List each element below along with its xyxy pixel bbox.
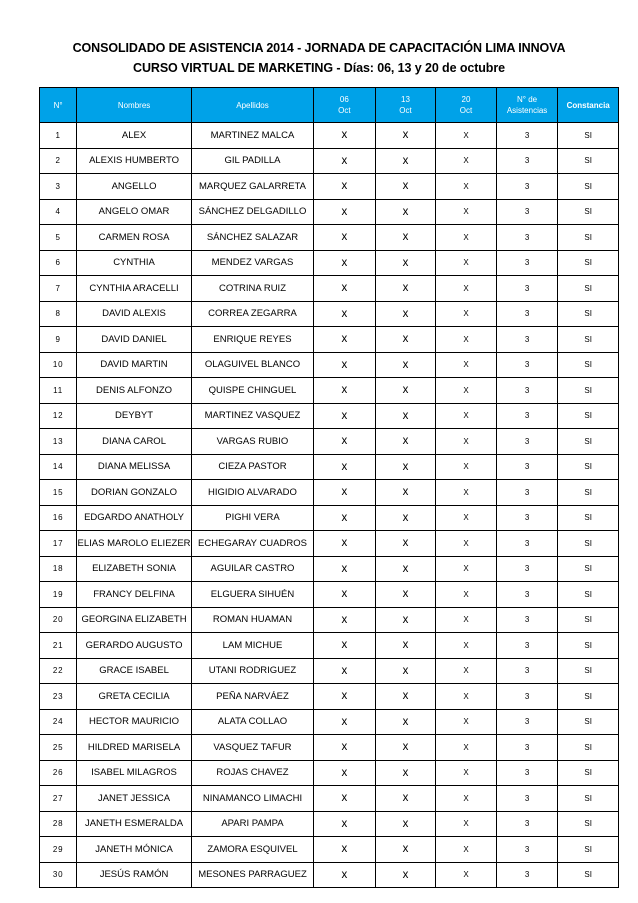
cell-num: 19 [40,582,77,608]
cell-d3: X [436,633,497,659]
cell-d3: X [436,403,497,429]
cell-nombres: DENIS ALFONZO [77,378,192,404]
cell-constancia: SI [558,811,619,837]
cell-constancia: SI [558,505,619,531]
cell-nombres: DORIAN GONZALO [77,480,192,506]
cell-asistencias: 3 [496,301,558,327]
cell-d3: X [436,862,497,888]
header-nombres: Nombres [77,88,192,123]
cell-nombres: HECTOR MAURICIO [77,709,192,735]
cell-nombres: HILDRED MARISELA [77,735,192,761]
cell-asistencias: 3 [496,225,558,251]
table-row [40,684,619,710]
cell-nombres: DEYBYT [77,403,192,429]
cell-d2: x [375,327,436,353]
cell-nombres: DAVID DANIEL [77,327,192,353]
cell-d1: x [314,531,376,557]
table-header [40,88,619,123]
cell-constancia: SI [558,607,619,633]
cell-apellidos: ENRIQUE REYES [191,327,313,353]
cell-d1: x [314,709,376,735]
cell-asistencias: 3 [496,276,558,302]
cell-d2: x [375,505,436,531]
cell-num: 23 [40,684,77,710]
cell-d3: X [436,811,497,837]
header-day-2 [375,88,436,123]
table-body [40,123,619,888]
cell-constancia: SI [558,633,619,659]
cell-constancia: SI [558,429,619,455]
cell-d3: X [436,658,497,684]
cell-d2: x [375,684,436,710]
cell-d2: x [375,786,436,812]
cell-asistencias: 3 [496,454,558,480]
cell-num: 16 [40,505,77,531]
table-row [40,607,619,633]
cell-apellidos: MARTINEZ VASQUEZ [191,403,313,429]
cell-d3: X [436,301,497,327]
cell-asistencias: 3 [496,378,558,404]
cell-asistencias: 3 [496,633,558,659]
cell-nombres: DAVID ALEXIS [77,301,192,327]
cell-asistencias: 3 [496,862,558,888]
cell-num: 7 [40,276,77,302]
cell-nombres: ALEXIS HUMBERTO [77,148,192,174]
cell-nombres: JANETH MÓNICA [77,837,192,863]
cell-d3: X [436,760,497,786]
cell-d1: x [314,633,376,659]
cell-d1: x [314,786,376,812]
cell-d3: X [436,735,497,761]
cell-d2: x [375,658,436,684]
cell-num: 17 [40,531,77,557]
cell-nombres: FRANCY DELFINA [77,582,192,608]
cell-apellidos: COTRINA RUIZ [191,276,313,302]
cell-apellidos: SÁNCHEZ SALAZAR [191,225,313,251]
cell-constancia: SI [558,684,619,710]
cell-d3: X [436,378,497,404]
cell-asistencias: 3 [496,607,558,633]
cell-asistencias: 3 [496,709,558,735]
table-row [40,378,619,404]
cell-d2: x [375,607,436,633]
cell-asistencias: 3 [496,429,558,455]
cell-num: 21 [40,633,77,659]
cell-d3: X [436,148,497,174]
table-row [40,658,619,684]
cell-d1: x [314,378,376,404]
cell-apellidos: GIL PADILLA [191,148,313,174]
cell-d1: x [314,174,376,200]
cell-num: 22 [40,658,77,684]
cell-nombres: DIANA MELISSA [77,454,192,480]
cell-num: 1 [40,123,77,149]
table-row [40,123,619,149]
cell-constancia: SI [558,786,619,812]
header-asistencias [496,88,558,123]
cell-constancia: SI [558,123,619,149]
cell-d2: x [375,301,436,327]
table-row [40,709,619,735]
table-row [40,327,619,353]
cell-apellidos: ZAMORA ESQUIVEL [191,837,313,863]
table-row [40,862,619,888]
cell-constancia: SI [558,327,619,353]
cell-d1: x [314,582,376,608]
cell-d2: x [375,582,436,608]
document-subtitle: CURSO VIRTUAL DE MARKETING - Días: 06, 13 y 20 de octubre [133,61,505,75]
cell-d1: x [314,505,376,531]
cell-constancia: SI [558,582,619,608]
cell-apellidos: SÁNCHEZ DELGADILLO [191,199,313,225]
cell-nombres: JANETH ESMERALDA [77,811,192,837]
cell-d2: x [375,429,436,455]
cell-nombres: ISABEL MILAGROS [77,760,192,786]
cell-asistencias: 3 [496,658,558,684]
table-row [40,531,619,557]
header-day-1-day: 06 [339,95,349,104]
cell-nombres: GEORGINA ELIZABETH [77,607,192,633]
cell-d3: X [436,199,497,225]
cell-constancia: SI [558,148,619,174]
table-row [40,582,619,608]
cell-d2: x [375,378,436,404]
cell-d2: x [375,199,436,225]
cell-d3: X [436,505,497,531]
cell-d1: x [314,480,376,506]
cell-d2: x [375,837,436,863]
table-row [40,786,619,812]
cell-d2: x [375,352,436,378]
cell-nombres: GRETA CECILIA [77,684,192,710]
cell-num: 29 [40,837,77,863]
cell-d3: X [436,327,497,353]
header-asistencias-line2: Asistencias [506,106,548,115]
cell-num: 18 [40,556,77,582]
cell-num: 30 [40,862,77,888]
table-row [40,480,619,506]
cell-constancia: SI [558,225,619,251]
cell-d1: x [314,148,376,174]
cell-apellidos: MARQUEZ GALARRETA [191,174,313,200]
cell-apellidos: UTANI RODRIGUEZ [191,658,313,684]
cell-num: 27 [40,786,77,812]
table-row [40,352,619,378]
header-asistencias-line1: N° de [517,95,538,104]
cell-asistencias: 3 [496,837,558,863]
table-row [40,174,619,200]
cell-d2: x [375,174,436,200]
cell-nombres: CYNTHIA ARACELLI [77,276,192,302]
cell-apellidos: VASQUEZ TAFUR [191,735,313,761]
cell-d1: x [314,250,376,276]
cell-d2: x [375,811,436,837]
cell-nombres: DIANA CAROL [77,429,192,455]
table-row [40,454,619,480]
cell-asistencias: 3 [496,148,558,174]
cell-d3: X [436,225,497,251]
cell-nombres: EDGARDO ANATHOLY [77,505,192,531]
cell-constancia: SI [558,658,619,684]
cell-asistencias: 3 [496,684,558,710]
table-row [40,505,619,531]
cell-asistencias: 3 [496,556,558,582]
table-row [40,301,619,327]
cell-d3: X [436,250,497,276]
cell-nombres: JANET JESSICA [77,786,192,812]
cell-d1: x [314,327,376,353]
cell-d2: x [375,250,436,276]
cell-asistencias: 3 [496,760,558,786]
cell-asistencias: 3 [496,786,558,812]
cell-d1: x [314,556,376,582]
cell-d3: X [436,531,497,557]
cell-apellidos: HIGIDIO ALVARADO [191,480,313,506]
cell-d3: X [436,174,497,200]
header-day-2-day: 13 [401,95,410,104]
cell-d1: x [314,276,376,302]
cell-num: 8 [40,301,77,327]
cell-constancia: SI [558,760,619,786]
cell-d2: x [375,633,436,659]
cell-apellidos: MARTINEZ MALCA [191,123,313,149]
cell-constancia: SI [558,174,619,200]
cell-apellidos: AGUILAR CASTRO [191,556,313,582]
cell-nombres: JESÚS RAMÓN [77,862,192,888]
cell-constancia: SI [558,378,619,404]
cell-asistencias: 3 [496,811,558,837]
cell-d2: x [375,403,436,429]
cell-d1: x [314,760,376,786]
table-row [40,148,619,174]
cell-d3: X [436,276,497,302]
cell-num: 24 [40,709,77,735]
cell-d3: X [436,837,497,863]
table-row [40,633,619,659]
cell-constancia: SI [558,301,619,327]
cell-nombres: ANGELO OMAR [77,199,192,225]
cell-num: 15 [40,480,77,506]
cell-d3: X [436,123,497,149]
cell-apellidos: ROJAS CHAVEZ [191,760,313,786]
cell-num: 2 [40,148,77,174]
cell-apellidos: APARI PAMPA [191,811,313,837]
cell-constancia: SI [558,480,619,506]
cell-asistencias: 3 [496,582,558,608]
cell-num: 25 [40,735,77,761]
attendance-table [39,87,619,888]
cell-num: 28 [40,811,77,837]
cell-nombres: GRACE ISABEL [77,658,192,684]
cell-d1: x [314,735,376,761]
cell-nombres: ELIAS MAROLO ELIEZER [77,531,192,557]
cell-num: 14 [40,454,77,480]
cell-nombres: ALEX [77,123,192,149]
cell-asistencias: 3 [496,480,558,506]
cell-constancia: SI [558,556,619,582]
header-apellidos: Apellidos [191,88,313,123]
cell-num: 13 [40,429,77,455]
cell-num: 12 [40,403,77,429]
cell-apellidos: CIEZA PASTOR [191,454,313,480]
cell-num: 11 [40,378,77,404]
cell-apellidos: PIGHI VERA [191,505,313,531]
cell-d3: X [436,607,497,633]
header-day-3-month: Oct [459,106,473,115]
cell-constancia: SI [558,735,619,761]
header-day-3 [436,88,497,123]
cell-d2: x [375,225,436,251]
cell-d3: X [436,582,497,608]
table-row [40,760,619,786]
table-row [40,276,619,302]
document-title: CONSOLIDADO DE ASISTENCIA 2014 - JORNADA DE CAPACITACIÓN LIMA INNOVA [72,41,566,55]
cell-apellidos: PEÑA NARVÁEZ [191,684,313,710]
cell-nombres: DAVID MARTIN [77,352,192,378]
cell-constancia: SI [558,250,619,276]
cell-d2: x [375,862,436,888]
cell-d3: X [436,684,497,710]
cell-num: 4 [40,199,77,225]
cell-d1: x [314,403,376,429]
cell-d2: x [375,276,436,302]
cell-d1: x [314,607,376,633]
cell-constancia: SI [558,837,619,863]
cell-apellidos: ECHEGARAY CUADROS [191,531,313,557]
cell-nombres: ELIZABETH SONIA [77,556,192,582]
cell-asistencias: 3 [496,531,558,557]
cell-d1: x [314,225,376,251]
cell-d1: x [314,837,376,863]
cell-d2: x [375,709,436,735]
cell-asistencias: 3 [496,123,558,149]
cell-nombres: CARMEN ROSA [77,225,192,251]
cell-num: 9 [40,327,77,353]
cell-apellidos: MENDEZ VARGAS [191,250,313,276]
table-row [40,735,619,761]
cell-num: 6 [40,250,77,276]
cell-apellidos: CORREA ZEGARRA [191,301,313,327]
cell-d2: x [375,556,436,582]
cell-d2: x [375,760,436,786]
table-row [40,250,619,276]
cell-apellidos: QUISPE CHINGUEL [191,378,313,404]
cell-constancia: SI [558,862,619,888]
header-day-1 [314,88,376,123]
cell-nombres: GERARDO AUGUSTO [77,633,192,659]
cell-d1: x [314,862,376,888]
header-day-3-day: 20 [461,95,471,104]
cell-constancia: SI [558,276,619,302]
header-row [40,88,619,123]
cell-d3: X [436,556,497,582]
cell-d2: x [375,735,436,761]
table-row [40,811,619,837]
table-row [40,225,619,251]
cell-apellidos: OLAGUIVEL BLANCO [191,352,313,378]
cell-num: 10 [40,352,77,378]
table-row [40,429,619,455]
cell-asistencias: 3 [496,250,558,276]
cell-constancia: SI [558,199,619,225]
cell-asistencias: 3 [496,327,558,353]
cell-d2: x [375,454,436,480]
table-row [40,403,619,429]
cell-nombres: CYNTHIA [77,250,192,276]
cell-constancia: SI [558,454,619,480]
table-row [40,556,619,582]
cell-d2: x [375,148,436,174]
cell-d1: x [314,301,376,327]
cell-constancia: SI [558,531,619,557]
cell-num: 5 [40,225,77,251]
cell-d1: x [314,199,376,225]
cell-d1: x [314,684,376,710]
cell-d1: x [314,811,376,837]
header-day-2-month: Oct [399,106,412,115]
cell-nombres: ANGELLO [77,174,192,200]
table-row [40,199,619,225]
cell-d1: x [314,123,376,149]
cell-apellidos: ELGUERA SIHUÉN [191,582,313,608]
cell-asistencias: 3 [496,352,558,378]
cell-d3: X [436,352,497,378]
cell-d3: X [436,709,497,735]
cell-d2: x [375,123,436,149]
cell-apellidos: LAM MICHUE [191,633,313,659]
cell-apellidos: ROMAN HUAMAN [191,607,313,633]
cell-asistencias: 3 [496,403,558,429]
cell-apellidos: VARGAS RUBIO [191,429,313,455]
table-row [40,837,619,863]
cell-apellidos: ALATA COLLAO [191,709,313,735]
header-day-1-month: Oct [338,106,351,115]
cell-d1: x [314,454,376,480]
cell-d3: X [436,429,497,455]
cell-asistencias: 3 [496,735,558,761]
cell-constancia: SI [558,403,619,429]
cell-apellidos: MESONES PARRAGUEZ [191,862,313,888]
cell-constancia: SI [558,352,619,378]
cell-asistencias: 3 [496,199,558,225]
cell-num: 3 [40,174,77,200]
cell-num: 26 [40,760,77,786]
header-constancia: Constancia [558,88,619,123]
cell-d2: x [375,480,436,506]
cell-apellidos: NINAMANCO LIMACHI [191,786,313,812]
cell-d1: x [314,658,376,684]
cell-num: 20 [40,607,77,633]
cell-asistencias: 3 [496,505,558,531]
cell-d3: X [436,480,497,506]
cell-d2: x [375,531,436,557]
cell-asistencias: 3 [496,174,558,200]
header-num: N° [40,88,77,123]
cell-d3: X [436,786,497,812]
cell-d1: x [314,429,376,455]
cell-d1: x [314,352,376,378]
cell-constancia: SI [558,709,619,735]
cell-d3: X [436,454,497,480]
